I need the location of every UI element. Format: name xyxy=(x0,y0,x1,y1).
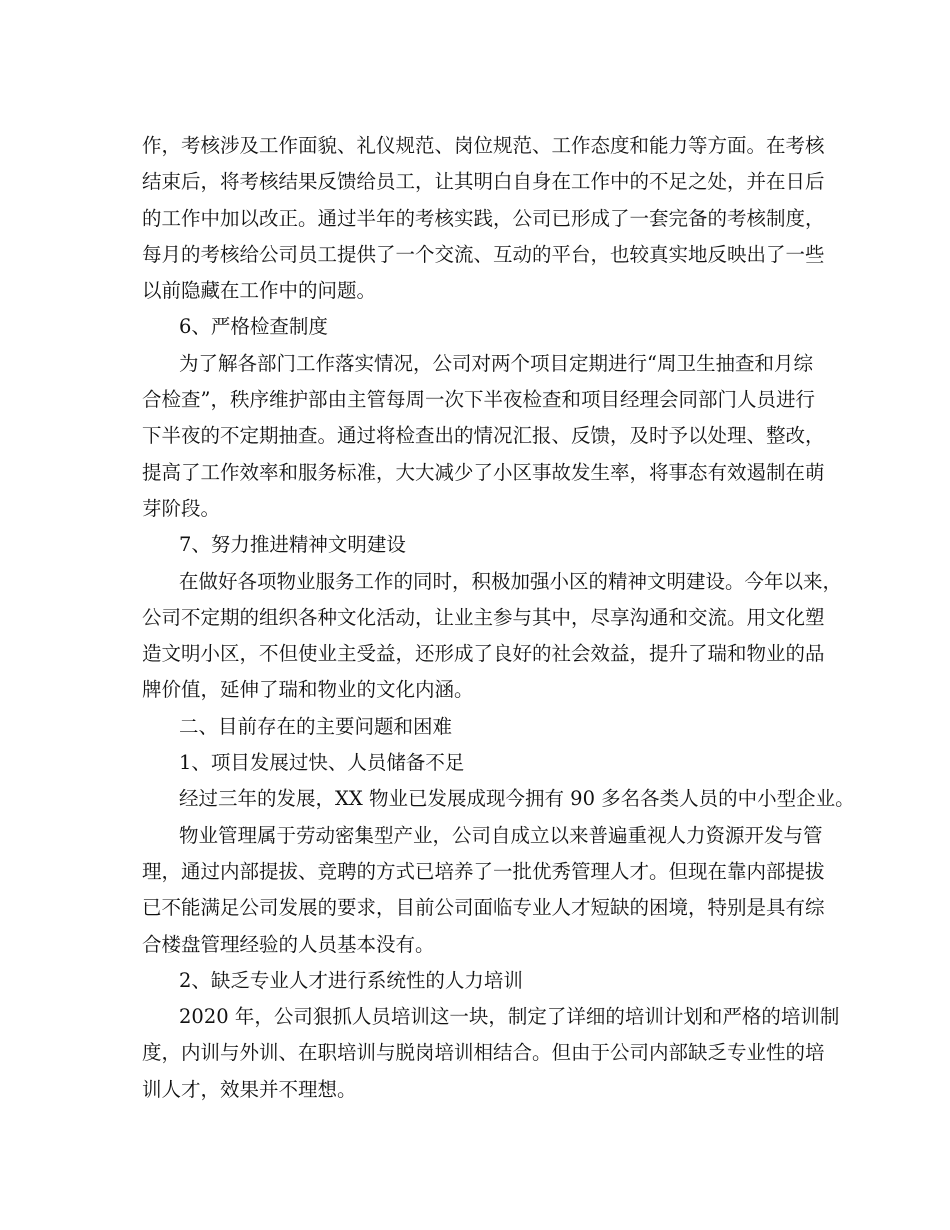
text-line: 的工作中加以改正。通过半年的考核实践，公司已形成了一套完备的考核制度， xyxy=(142,206,825,230)
text-line: 造文明小区，不但使业主受益，还形成了良好的社会效益，提升了瑞和物业的品 xyxy=(142,642,825,666)
text-line: 下半夜的不定期抽查。通过将检查出的情况汇报、反馈，及时予以处理、整改， xyxy=(142,424,825,448)
text-line: 2020 年，公司狠抓人员培训这一块，制定了详细的培训计划和严格的培训制 xyxy=(179,1005,840,1029)
text-line: 作，考核涉及工作面貌、礼仪规范、岗位规范、工作态度和能力等方面。在考核 xyxy=(142,134,825,157)
text-line: 为了解各部门工作落实情况，公司对两个项目定期进行“周卫生抽查和月综 xyxy=(179,351,813,375)
text-line: 提高了工作效率和服务标准，大大减少了小区事故发生率，将事态有效遏制在萌 xyxy=(142,460,825,484)
text-line: 每月的考核给公司员工提供了一个交流、互动的平台，也较真实地反映出了一些 xyxy=(142,242,825,266)
text-line: 已不能满足公司发展的要求，目前公司面临专业人才短缺的困境，特别是具有综 xyxy=(142,896,825,920)
text-line: 在做好各项物业服务工作的同时，积极加强小区的精神文明建设。今年以来， xyxy=(179,569,843,593)
text-line: 合检查”，秩序维护部由主管每周一次下半夜检查和项目经理会同部门人员进行 xyxy=(142,388,815,412)
text-line: 经过三年的发展，XX 物业已发展成现今拥有 90 多名各类人员的中小型企业。 xyxy=(179,787,855,811)
text-line: 1、项目发展过快、人员储备不足 xyxy=(179,751,465,775)
text-line: 6、严格检查制度 xyxy=(179,315,328,339)
text-line: 公司不定期的组织各种文化活动，让业主参与其中，尽享沟通和交流。用文化塑 xyxy=(142,605,825,629)
document-body xyxy=(142,128,855,1108)
text-line: 度，内训与外训、在职培训与脱岗培训相结合。但由于公司内部缺乏专业性的培 xyxy=(142,1041,825,1065)
text-line: 牌价值，延伸了瑞和物业的文化内涵。 xyxy=(142,678,474,702)
text-line: 芽阶段。 xyxy=(142,496,221,520)
text-line: 结束后，将考核结果反馈给员工，让其明白自身在工作中的不足之处，并在日后 xyxy=(142,170,825,194)
text-line: 合楼盘管理经验的人员基本没有。 xyxy=(142,932,435,956)
text-line: 7、努力推进精神文明建设 xyxy=(179,533,406,557)
text-line: 训人才，效果并不理想。 xyxy=(142,1077,357,1101)
text-line: 物业管理属于劳动密集型产业，公司自成立以来普遍重视人力资源开发与管 xyxy=(179,823,823,847)
text-line: 2、缺乏专业人才进行系统性的人力培训 xyxy=(179,968,523,992)
text-line: 二、目前存在的主要问题和困难 xyxy=(179,714,453,738)
text-line: 理，通过内部提拔、竞聘的方式已培养了一批优秀管理人才。但现在靠内部提拔 xyxy=(142,859,825,883)
text-line: 以前隐藏在工作中的问题。 xyxy=(142,279,377,303)
